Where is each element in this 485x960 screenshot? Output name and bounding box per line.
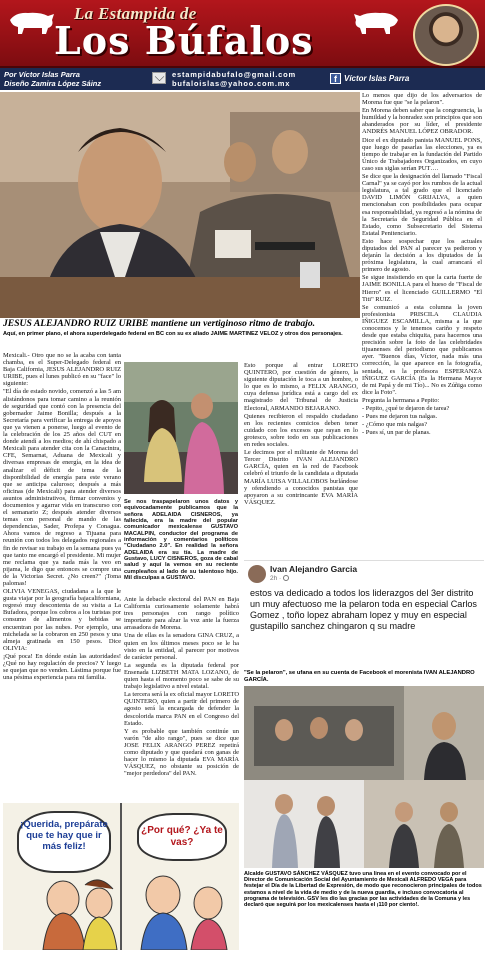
post-timestamp: 2h · <box>270 575 282 582</box>
upper-mid-paragraph: Esto porque al entrar LORETO QUINTERO, por cuestión de género, la siguiente diputación le toca a un hombre, o lo que es lo mismo, a FELIX ARANGO, cuya defensa jurídica está a cargo del ex magistrado del Tribunal de Justicia Electoral, ARMANDO BEJARANO. <box>244 362 358 412</box>
mid-paragraph: Ante la debacle electoral del PAN en Baja California curiosamente solamente habrá tres personajes con rango político importante para alzar la voz ante la fuerza arrasadora de Morena. <box>124 596 239 632</box>
credits-bar <box>0 68 485 90</box>
upper-mid-paragraph: Quienes recibieron el respaldo ciudadano en los recientes comicios deben tener cuidado con los excesos que rayan en lo grotesco, sobre todo en sus publicaciones en redes sociales. <box>244 412 358 449</box>
masthead-subtitle: La Estampida de <box>74 4 197 23</box>
right-paragraph: - Pepito, ¿qué te dejaron de tarea? <box>362 405 450 413</box>
post-author[interactable]: Ivan Alejandro Garcia <box>270 564 358 574</box>
facebook-post-caption: "Se la pelaron", se ufana en su cuenta de Facebook el morenista IVAN ALEJANDRO GARCÍA. <box>244 670 475 683</box>
mid-paragraph: La tercera será la ex oficial mayor LORETO QUINTERO, quien a partir del primero de agosto será la encargada de defender la descolorida marca PAN en el Congreso del Estado. <box>124 691 239 727</box>
right-paragraph: Pregunta la hermana a Pepito: <box>362 396 440 404</box>
right-paragraph: Se sigue insistiendo en que la carta fuerte de JAIME BONILLA para el hueso de "Fiscal de Hierro" es el licenciado GUILLERMO "El Titi" RUIZ. <box>362 274 482 303</box>
right-paragraph: - ¿Cómo que mis nalgas? <box>362 421 428 429</box>
lead-subcaption: Aquí, en primer plano, el ahora superdelegado federal en BC con su ex aliado JAIME MARTINEZ VELOZ y otros dos personajes. <box>3 331 343 337</box>
author-credit: Por Víctor Islas Parra <box>4 70 80 79</box>
bull-silhouette-icon <box>6 6 58 36</box>
event-photo-caption: Alcalde GUSTAVO SÁNCHEZ VÁSQUEZ tuvo una linea en el evento convocado por el Director de Comunicación Social del Ayuntamiento de Mexicali ALFREDO VEGA para festejar el Día de la Libertad de Expresión, de modo que reconocieron principales de todos estamos a nivel de la vida de medio y de la nueva guardia, e incluso convocatoria al programa de televisión. GSV les dio las gracias por las actividades de la Comuna y les declaró que seguirá por los mexicalenses hasta el ¡110 por ciento!. <box>244 871 482 909</box>
bull-silhouette-icon <box>350 6 402 36</box>
right-paragraph: Lo menos que dijo de los adversarios de Morena fue que "se la pelaron". <box>362 92 482 107</box>
upper-mid-paragraph: Le decimos por el militante de Morena del Tercer Distrito IVAN ALEJANDRO GARCÍA, quien en la red de Facebook celebró el triunfo de la candidata a diputada MARÍA LUISA VILLALOBOS burlándose y ofendiendo a conocidos panistas que apoyaron a su contrincante EVA MARÍA VÁSQUEZ. <box>244 449 358 506</box>
family-photo-caption: Se nos traspapelaron unos datos y equivocadamente publicamos que la señora ADELAIDA CISNEROS, ya fallecida, era la madre del popular comunicador mexicalense GUSTAVO MACALPIN, conductor del programa de información y comentarios políticos "Ciudadano 2.0". En realidad la señora ADELAIDA era su tía. La madre de Gustavo, LUCY CISNEROS, goza de cabal salud y aquí la vemos en su reciente cumpleaños al lado de su talentoso hijo. Mil disculpas a GUSTAVO. <box>124 499 238 582</box>
post-text: estos va dedicado a todos los liderazgos del 3er distrito un muy afectuoso me la pelaron toda en especial Carlos Gomez , toño lopez abraham lopez y muy en especial gustapillo sanchez chingaron q su madre <box>250 588 477 631</box>
cartoon-speech-bubble-right: ¿Por qué? ¿Ya te vas? <box>137 813 227 861</box>
event-photo-collage <box>244 686 484 868</box>
author-portrait <box>413 4 479 66</box>
right-paragraph: Esto hace sospechar que los actuales diputados del PAN al parecer ya pedieron y dejarán la decisión a los diputados de la próxima legislatura, la cual arrancará el primero de agosto. <box>362 237 482 274</box>
cartoon-strip <box>3 803 239 950</box>
mid-paragraph: La segunda es la diputada federal por Ensenada LIZBETH MATA LOZANO, de quien hasta el momento poco se sabe de su trabajo legislativo a nivel estatal. <box>124 661 239 691</box>
email-secondary[interactable]: bufaloislas@yahoo.com.mx <box>172 79 291 88</box>
cartoon-speech-bubble-left: ¡Querida, prepárate que te hay que ir más feliz! <box>17 811 111 873</box>
mid-paragraph: Y es probable que también continúe un varón "de alto rango", pues se dice que JOSE FELIX ARANGO PEREZ repetirá como diputado y que quedará con ganas de hacer lo mismo la diputada EVA MARÍA VÁSQUEZ, no obstante su posición de "mejor perdedora" del PAN. <box>124 727 239 778</box>
left-paragraph: Mexicali.- Otro que no se la acaba con tanta chamba, es el Super-Delegado federal en Baja California, JESUS ALEJANDRO RUIZ URIBE, pues el lunes publicó en su "face" lo siguiente: <box>3 352 121 388</box>
right-paragraph: - Pues sí, un par de planas. <box>362 429 431 437</box>
right-paragraph: En Morena deben saber que la congruencia, la humildad y la honradez son principios que son abanderados por su líder, el presidente ANDRÉS MANUEL LÓPEZ OBRADOR. <box>362 107 482 136</box>
left-paragraph: ¡Qué poca! En dónde están las autoridades! ¿Qué no hay regulación de precios? Y luego se quejan que no venden. Lástima porque fue una pésima experiencia para mi familia. <box>3 652 121 682</box>
envelope-icon <box>152 72 166 84</box>
lead-headline: JESUS ALEJANDRO RUIZ URIBE mantiene un vertiginoso ritmo de trabajo. <box>3 318 316 329</box>
left-column <box>3 352 121 804</box>
family-photo <box>124 362 238 494</box>
mid-column <box>124 596 239 804</box>
upper-mid-column <box>244 362 358 560</box>
lead-photo <box>0 92 360 318</box>
right-paragraph: Se dice que la designación del llamado "Fiscal Carnal" ya se cayó por los rumbos de la actual legislatura, a tal grado que el licenciado DAVID LIMÓN GRIJALVA, a quien mencionaban con posibilidades para ocupar esa responsabilidad, ya regresó a la nómina de la Secretaría de Seguridad Pública en el Estado, como Subsecretario del Sistema Estatal Penitenciario. <box>362 173 482 237</box>
right-paragraph: - Pues me dejaron tus nalgas. <box>362 413 438 421</box>
right-column <box>362 92 482 562</box>
left-paragraph: OLIVIA VENEGAS, ciudadana a la que le gusta viajar por la geografía bajacaliforniana, regresó muy descontenta de su visita a La Bufadora, porque los cobros a los turistas por consumo de alimentos y bebidas se encuentran por las nubes. Por ejemplo, una michelada se la cobraron en 250 pesos y una almeja gratinada en 150 pesos. Dice OLIVIA: <box>3 588 121 652</box>
facebook-post <box>244 560 484 668</box>
facebook-icon: f <box>330 73 341 84</box>
masthead-title: Los Búfalos <box>54 18 314 63</box>
design-credit: Diseño Zamira López Sáinz <box>4 79 102 88</box>
right-paragraph: Dice el ex diputado panista MANUEL PONS, que luego de pasarlas las elecciones, ya es tiempo de trabajar en la fundación del Partido Único de Trabajadores Organizados, en cuyo caso sus siglas serían PUT…. <box>362 136 482 172</box>
right-paragraph: Se comunicó a esta columna la joven profesionista PRISCILA CLAUDIA IÑIGUEZ ESCAMILLA, misma a la que conocemos y le tenemos cariño y respeto desde que estaba chiquita, para hacernos una precisión sobre la foto de las celebridades tijuanenses del periodismo que publicamos ayer. "Buenos días, Víctor, nada más una corrección, la que aparece en la fotografía, sentada, es la profesora ESPERANZA IÑIGUEZ GARCÍA (Es la Hermana Mayor de mi Papá y de mi Tío)... No es Zúñiga como dice la Foto". <box>362 303 482 396</box>
avatar <box>248 565 266 583</box>
left-paragraph: "El día de estado novido, comenzó a las 5 am alistándonos para tomar camino a la reunión de seguridad que contó con la presencia del gobernador Jaime Bonilla; después a la Secretaría para verificar la entrega de apoyos que ya vienen a ponerse, luego al evento de la celebración de los 25 años del CUT en donde atendí a los medios; de ahí chispado a Mexicali para atender cita con la Canacintra, CFE, Semarnat, Aduana de Mexicali y diversas empresas de energía, en la idea de analizar el déficit de tema de la disponibilidad de energía para este verano que se anticipa caluroso; después a más oficinas (de Mexicali) para atender diversos asuntos administrativos, firmar convenios y documentos y agarrar vida en transcurso con el semanario Z; después atender diversos temas con personal de mando de las dependencias, Sader, Profepa y Conagua. Ahora vamos de regreso a Tijuana para reunión con todos los delegados regionales a fin de revisar su trabajo en la semana pues ya que tanto me encargó el presidente. Mi mujer me reclama que ya nada más la veo en pijama, le digo que entonces se compre una de la Victorias Secret. ¿No creen?" ¡Toma palomas! <box>3 388 121 587</box>
facebook-handle[interactable]: Víctor Islas Parra <box>344 74 410 83</box>
masthead <box>0 0 485 68</box>
email-primary[interactable]: estampidabufalo@gmail.com <box>172 70 296 79</box>
post-time <box>270 575 289 582</box>
globe-icon <box>283 575 289 581</box>
mid-paragraph: Una de ellas es la senadora GINA CRUZ, a quien en los últimos meses poco se le ha visto en la entidad, al parecer por motivos de carácter personal. <box>124 632 239 661</box>
